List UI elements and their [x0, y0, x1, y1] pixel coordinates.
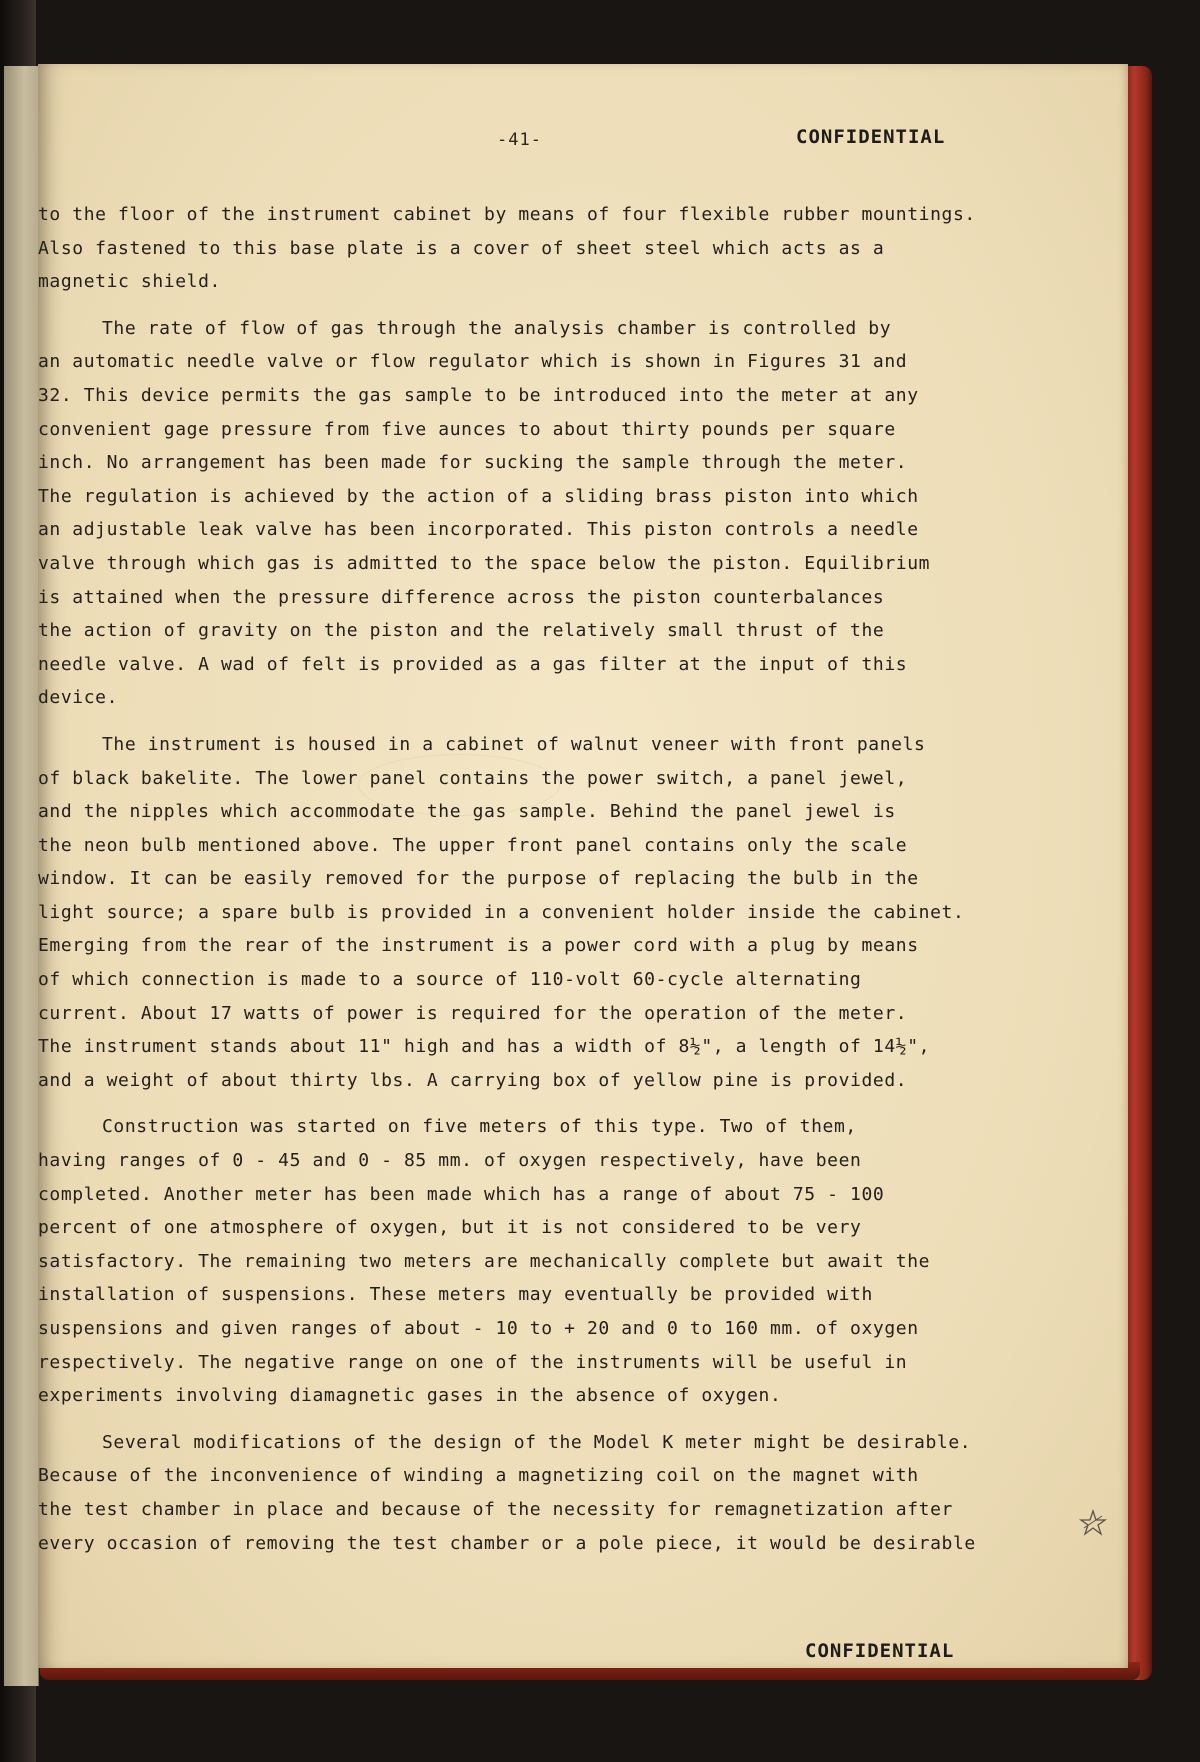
text-line: experiments involving diamagnetic gases in the absence of oxygen. [38, 1385, 782, 1407]
text-line: The regulation is achieved by the action of a sliding brass piston into which [38, 485, 919, 507]
paragraph [38, 1110, 1100, 1412]
text-line: an adjustable leak valve has been incorporated. This piston controls a needle [38, 519, 919, 541]
text-line: The rate of flow of gas through the analysis chamber is controlled by [102, 317, 892, 339]
text-line: is attained when the pressure difference across the piston counterbalances [38, 586, 885, 608]
paragraph [38, 1426, 1100, 1560]
text-line: 32. This device permits the gas sample to be introduced into the meter at any [38, 384, 919, 406]
text-line: convenient gage pressure from five aunces to about thirty pounds per square [38, 418, 896, 440]
star-annotation-icon [1078, 1508, 1108, 1538]
text-line: of which connection is made to a source of 110-volt 60-cycle alternating [38, 969, 862, 991]
text-line: the test chamber in place and because of the necessity for remagnetization after [38, 1498, 953, 1520]
text-line: inch. No arrangement has been made for sucking the sample through the meter. [38, 452, 908, 474]
text-line: percent of one atmosphere of oxygen, but it is not considered to be very [38, 1217, 862, 1239]
text-line: and the nipples which accommodate the gas sample. Behind the panel jewel is [38, 801, 896, 823]
text-line: Because of the inconvenience of winding a magnetizing coil on the magnet with [38, 1465, 919, 1487]
text-line: Emerging from the rear of the instrument is a power cord with a plug by means [38, 935, 919, 957]
text-line: current. About 17 watts of power is required for the operation of the meter. [38, 1002, 908, 1024]
text-line: satisfactory. The remaining two meters are mechanically complete but await the [38, 1250, 931, 1272]
header-classification: CONFIDENTIAL [796, 126, 946, 148]
text-line: needle valve. A wad of felt is provided as a gas filter at the input of this [38, 653, 908, 675]
text-line: Also fastened to this base plate is a cover of sheet steel which acts as a [38, 237, 885, 259]
text-line: the neon bulb mentioned above. The upper front panel contains only the scale [38, 834, 908, 856]
text-line: to the floor of the instrument cabinet by means of four flexible rubber mountings. [38, 204, 976, 225]
text-line: of black bakelite. The lower panel contains the power switch, a panel jewel, [38, 767, 908, 789]
text-line: respectively. The negative range on one of the instruments will be useful in [38, 1351, 908, 1373]
text-line: completed. Another meter has been made which has a range of about 75 - 100 [38, 1183, 885, 1205]
text-line: suspensions and given ranges of about - 10 to + 20 and 0 to 160 mm. of oxygen [38, 1318, 919, 1339]
body-text [38, 198, 1100, 1573]
text-line: and a weight of about thirty lbs. A carrying box of yellow pine is provided. [38, 1069, 908, 1091]
text-line: having ranges of 0 - 45 and 0 - 85 mm. of oxygen respectively, have been [38, 1150, 862, 1172]
footer-classification: CONFIDENTIAL [805, 1640, 955, 1662]
text-line: Construction was started on five meters of this type. Two of them, [102, 1116, 857, 1138]
text-line: magnetic shield. [38, 271, 221, 293]
facing-page-edge [4, 66, 39, 1686]
text-line: The instrument is housed in a cabinet of walnut veneer with front panels [102, 733, 926, 755]
paragraph [38, 198, 1100, 299]
text-line: the action of gravity on the piston and the relatively small thrust of the [38, 620, 885, 642]
text-line: valve through which gas is admitted to the space below the piston. Equilibrium [38, 552, 931, 574]
text-line: an automatic needle valve or flow regulator which is shown in Figures 31 and [38, 351, 908, 373]
text-line: Several modifications of the design of the Model K meter might be desirable. [102, 1431, 972, 1453]
paragraph [38, 728, 1100, 1098]
paragraph [38, 312, 1100, 715]
text-line: The instrument stands about 11" high and has a width of 8½", a length of 14½", [38, 1036, 931, 1058]
text-line: window. It can be easily removed for the purpose of replacing the bulb in the [38, 868, 919, 890]
text-line: every occasion of removing the test chamber or a pole piece, it would be desirable [38, 1532, 976, 1554]
text-line: installation of suspensions. These meters may eventually be provided with [38, 1284, 873, 1306]
page-number: -41- [497, 130, 542, 150]
text-line: device. [38, 687, 119, 709]
text-line: light source; a spare bulb is provided in a convenient holder inside the cabinet. [38, 901, 965, 923]
